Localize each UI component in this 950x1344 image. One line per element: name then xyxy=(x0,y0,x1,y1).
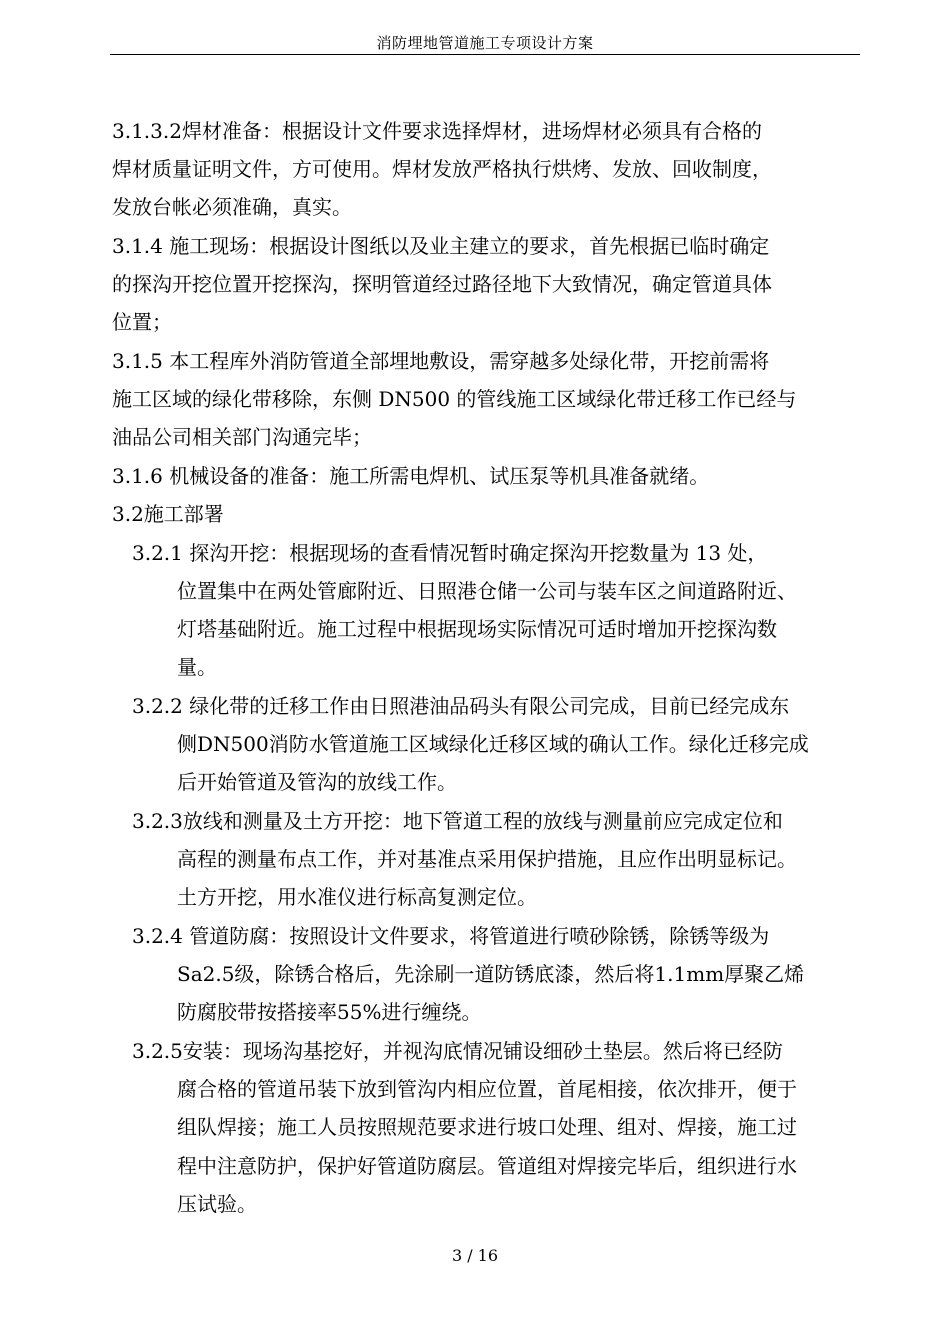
text-line: 组队焊接；施工人员按照规范要求进行坡口处理、组对、焊接，施工过 xyxy=(177,1115,797,1139)
text-line: 3.2.1 探沟开挖：根据现场的查看情况暂时确定探沟开挖数量为 13 处， xyxy=(132,541,768,565)
text-line: 位置集中在两处管廊附近、日照港仓储一公司与装车区之间道路附近、 xyxy=(177,579,797,603)
text-line: 压试验。 xyxy=(177,1192,257,1216)
text-line: 高程的测量布点工作，并对基准点采用保护措施，且应作出明显标记。 xyxy=(177,847,797,871)
text-line: 的探沟开挖位置开挖探沟，探明管道经过路径地下大致情况，确定管道具体 xyxy=(112,272,772,296)
text-line: 3.1.4 施工现场：根据设计图纸以及业主建立的要求，首先根据已临时确定 xyxy=(112,234,770,258)
text-line: 油品公司相关部门沟通完毕； xyxy=(112,425,372,449)
text-line: 发放台帐必须准确，真实。 xyxy=(112,195,352,219)
text-line: 3.1.6 机械设备的准备：施工所需电焊机、试压泵等机具准备就绪。 xyxy=(112,464,710,488)
text-line: 腐合格的管道吊装下放到管沟内相应位置，首尾相接，依次排开，便于 xyxy=(177,1077,797,1101)
page-number: 3 / 16 xyxy=(451,1246,499,1265)
text-line: Sa2.5级，除锈合格后，先涂刷一道防锈底漆，然后将1.1mm厚聚乙烯 xyxy=(177,962,805,986)
text-line: 3.2.5安装：现场沟基挖好，并视沟底情况铺设细砂土垫层。然后将已经防 xyxy=(132,1039,783,1063)
text-line: 3.2.2 绿化带的迁移工作由日照港油品码头有限公司完成，目前已经完成东 xyxy=(132,694,790,718)
text-line: 3.2.3放线和测量及土方开挖：地下管道工程的放线与测量前应完成定位和 xyxy=(132,809,783,833)
document-title: 消防埋地管道施工专项设计方案 xyxy=(376,34,594,52)
section-heading: 3.2施工部署 xyxy=(112,502,224,526)
text-line: 防腐胶带按搭接率55%进行缠绕。 xyxy=(177,1000,482,1024)
text-line: 焊材质量证明文件，方可使用。焊材发放严格执行烘烤、发放、回收制度， xyxy=(112,157,772,181)
text-line: 施工区域的绿化带移除，东侧 DN500 的管线施工区域绿化带迁移工作已经与 xyxy=(112,387,797,411)
text-line: 3.1.3.2焊材准备：根据设计文件要求选择焊材，进场焊材必须具有合格的 xyxy=(112,119,762,143)
text-line: 后开始管道及管沟的放线工作。 xyxy=(177,770,457,794)
text-line: 3.2.4 管道防腐：按照设计文件要求，将管道进行喷砂除锈，除锈等级为 xyxy=(132,924,770,948)
text-line: 灯塔基础附近。施工过程中根据现场实际情况可适时增加开挖探沟数 xyxy=(177,617,777,641)
text-line: 土方开挖，用水准仪进行标高复测定位。 xyxy=(177,885,537,909)
text-line: 程中注意防护，保护好管道防腐层。管道组对焊接完毕后，组织进行水 xyxy=(177,1154,797,1178)
text-line: 位置； xyxy=(112,310,172,334)
text-line: 侧DN500消防水管道施工区域绿化迁移区域的确认工作。绿化迁移完成 xyxy=(177,732,809,756)
text-line: 量。 xyxy=(177,655,217,679)
text-line: 3.1.5 本工程库外消防管道全部埋地敷设，需穿越多处绿化带，开挖前需将 xyxy=(112,349,770,373)
